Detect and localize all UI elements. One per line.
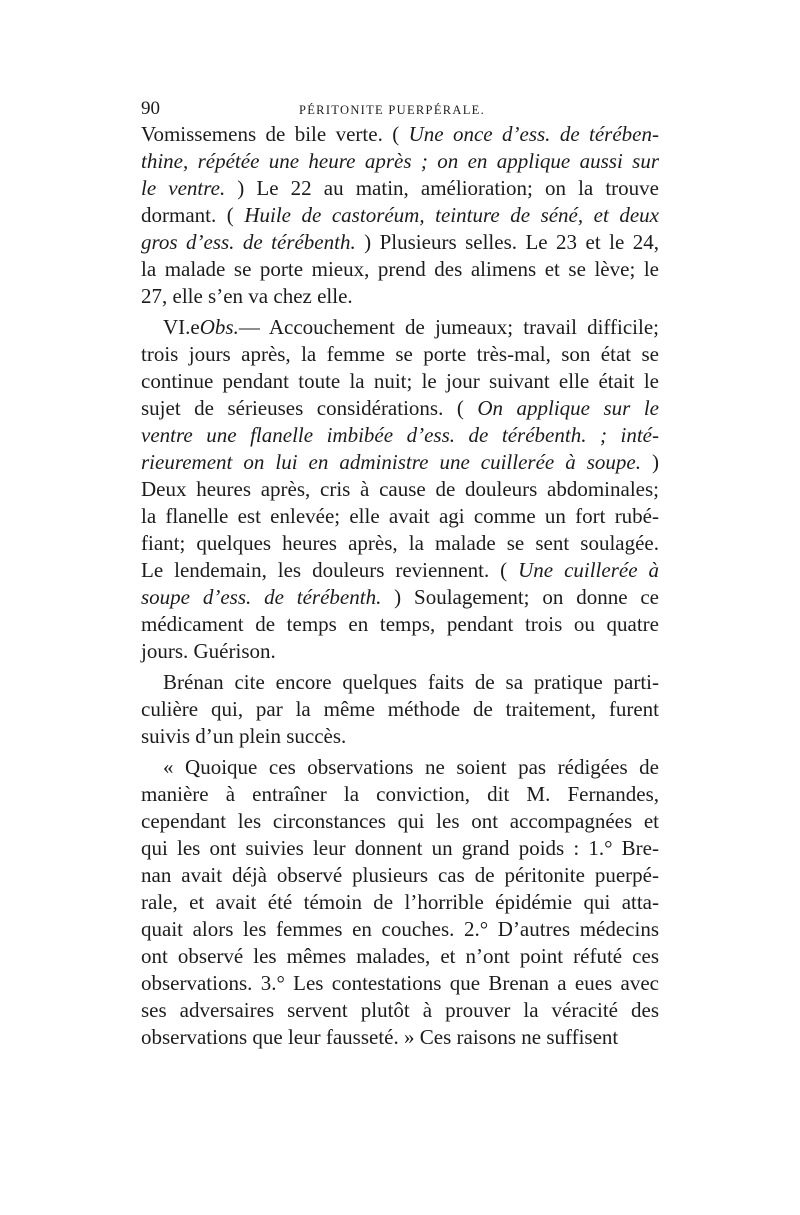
text-segment: VI.e (163, 315, 200, 339)
text-segment: trois jours après, la femme se porte très-mal, son état se (141, 342, 659, 366)
italic-text: ventre une flanelle imbibée d’ess. de térébenth. ; inté- (141, 423, 659, 447)
text-line (141, 256, 659, 283)
text-line (141, 557, 659, 584)
text-line (141, 476, 659, 503)
text-segment: ) Le 22 au matin, amélioration; on la trouve (225, 176, 659, 200)
text-line (141, 395, 659, 422)
text-line (141, 341, 659, 368)
italic-text: Une once d’ess. de térében- (408, 122, 659, 146)
text-segment: ont observé les mêmes malades, et n’ont point réfuté ces (141, 944, 659, 968)
text-line (141, 314, 659, 341)
text-line (141, 368, 659, 395)
text-line (141, 808, 659, 835)
text-line (141, 638, 659, 665)
text-line (141, 530, 659, 557)
text-line (141, 283, 659, 310)
text-line (141, 584, 659, 611)
text-line (141, 121, 659, 148)
text-segment: cependant les circonstances qui les ont accompagnées et (141, 809, 659, 833)
text-line (141, 835, 659, 862)
text-segment: 27, elle s’en va chez elle. (141, 284, 353, 308)
text-segment: sujet de sérieuses considérations. ( (141, 396, 478, 420)
text-segment: culière qui, par la même méthode de traitement, furent (141, 697, 659, 721)
text-segment: observations que leur fausseté. » Ces raisons ne suffisent (141, 1025, 619, 1049)
italic-text: On applique sur le (477, 396, 659, 420)
text-line (141, 997, 659, 1024)
text-segment: fiant; quelques heures après, la malade se sent soulagée. (141, 531, 659, 555)
text-segment: continue pendant toute la nuit; le jour suivant elle était le (141, 369, 659, 393)
text-segment: rale, et avait été témoin de l’horrible épidémie qui atta- (141, 890, 659, 914)
text-line (141, 503, 659, 530)
paragraph (141, 754, 659, 1051)
text-line (141, 148, 659, 175)
italic-text: thine, répétée une heure après ; on en applique aussi sur (141, 149, 659, 173)
text-line (141, 916, 659, 943)
text-segment: — Accouchement de jumeaux; travail difficile; (238, 315, 659, 339)
text-segment: manière à entraîner la conviction, dit M. Fernandes, (141, 782, 659, 806)
italic-text: le ventre. (141, 176, 226, 200)
italic-text: Une cuillerée à (518, 558, 659, 582)
italic-text: gros d’ess. de térébenth. (141, 230, 356, 254)
text-line (141, 943, 659, 970)
text-segment: jours. Guérison. (141, 639, 276, 663)
text-line (141, 422, 659, 449)
text-line (141, 611, 659, 638)
paragraph (141, 121, 659, 310)
text-segment: ) (641, 450, 660, 474)
text-line (141, 669, 659, 696)
text-line (141, 449, 659, 476)
running-head: PÉRITONITE PUERPÉRALE. (299, 103, 486, 117)
text-segment: Deux heures après, cris à cause de douleurs abdominales; (141, 477, 659, 501)
paragraph (141, 669, 659, 750)
text-segment: la malade se porte mieux, prend des alimens et se lève; le (141, 257, 659, 281)
text-segment: ) Soulagement; on donne ce (381, 585, 660, 609)
text-segment: Brénan cite encore quelques faits de sa pratique parti- (163, 670, 659, 694)
text-segment: ) Plusieurs selles. Le 23 et le 24, (355, 230, 659, 254)
text-segment: « Quoique ces observations ne soient pas rédigées de (163, 755, 659, 779)
text-line (141, 696, 659, 723)
text-segment: ses adversaires servent plutôt à prouver la véracité des (141, 998, 659, 1022)
text-segment: Vomissemens de bile verte. ( (141, 122, 409, 146)
text-line (141, 202, 659, 229)
text-line (141, 970, 659, 997)
text-line (141, 175, 659, 202)
text-segment: observations. 3.° Les contestations que Brenan a eues avec (141, 971, 659, 995)
page-header (141, 97, 661, 121)
text-line (141, 1024, 659, 1051)
text-line (141, 723, 659, 750)
text-line (141, 862, 659, 889)
italic-text: Huile de castoréum, teinture de séné, et deux (244, 203, 659, 227)
text-line (141, 781, 659, 808)
text-segment: dormant. ( (141, 203, 245, 227)
italic-text: Obs. (199, 315, 239, 339)
text-segment: Le lendemain, les douleurs reviennent. ( (141, 558, 519, 582)
page-number: 90 (141, 98, 160, 119)
paragraph (141, 314, 659, 665)
text-segment: nan avait déjà observé plusieurs cas de péritonite puerpé- (141, 863, 659, 887)
body-text (141, 121, 659, 1051)
italic-text: soupe d’ess. de térébenth. (141, 585, 382, 609)
text-segment: suivis d’un plein succès. (141, 724, 347, 748)
italic-text: rieurement on lui en administre une cuillerée à soupe. (141, 450, 641, 474)
text-line (141, 229, 659, 256)
text-line (141, 889, 659, 916)
text-line (141, 754, 659, 781)
text-segment: la flanelle est enlevée; elle avait agi comme un fort rubé- (141, 504, 659, 528)
text-segment: qui les ont suivies leur donnent un grand poids : 1.° Bre- (141, 836, 659, 860)
text-segment: médicament de temps en temps, pendant trois ou quatre (141, 612, 659, 636)
text-segment: quait alors les femmes en couches. 2.° D’autres médecins (141, 917, 659, 941)
